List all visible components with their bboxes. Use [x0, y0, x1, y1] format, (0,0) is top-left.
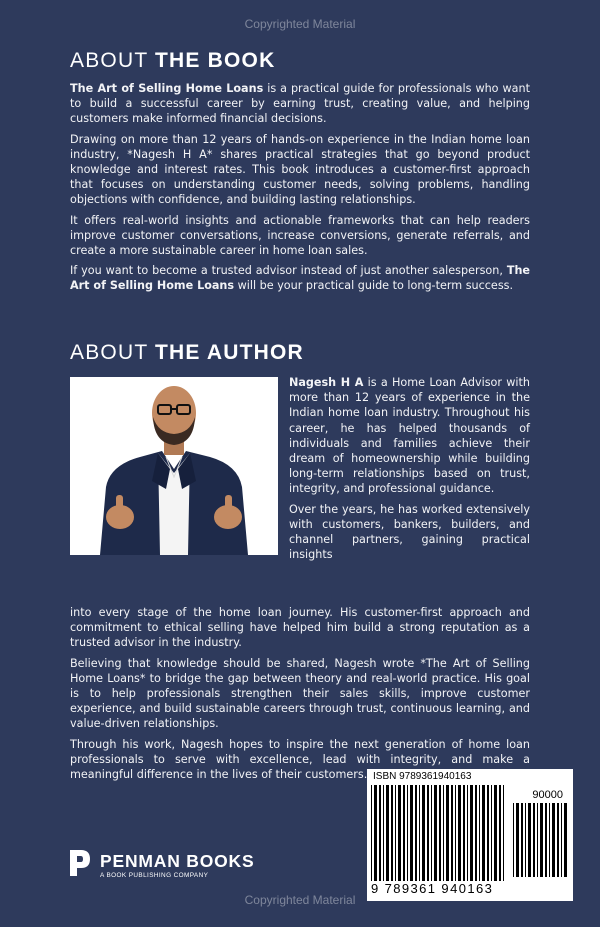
barcode-bar — [403, 785, 405, 881]
barcode-bar — [470, 785, 473, 881]
about-book-paragraph-2: Drawing on more than 12 years of hands-on experience in the Indian home loan industry, *Nagesh H A* shares practical strategies that go beyond product knowledge and interest rates. This book introduces a customer-first approach that focuses on understanding customer needs, solving problems, handling objections with confidence, and building lasting relationships. — [70, 132, 530, 207]
book-title-inline-2: The Art of Selling Home Loans — [70, 264, 530, 293]
barcode-bar — [398, 785, 401, 881]
about-author-heading — [70, 341, 304, 365]
about-author-text-top — [289, 375, 530, 567]
barcode-bar — [422, 785, 425, 881]
barcode-bar — [379, 785, 381, 881]
barcode-bar — [451, 785, 453, 881]
about-book-text — [70, 81, 530, 299]
watermark-bottom: Copyrighted Material — [244, 893, 356, 907]
barcode-bar — [552, 803, 555, 877]
barcode-bar — [407, 785, 408, 881]
barcode-bar — [521, 803, 523, 877]
barcode-bar — [540, 803, 543, 877]
about-author-text-bottom — [70, 605, 530, 787]
barcode-bar — [391, 785, 393, 881]
about-author-paragraph-1 — [289, 375, 530, 497]
about-book-heading-light: ABOUT — [70, 49, 148, 72]
price-code: 90000 — [532, 789, 563, 801]
about-author-paragraph-4: Through his work, Nagesh hopes to inspire the next generation of home loan professionals to serve with excellence, lead with integrity, and make a meaningful difference in the lives of their customers. — [70, 737, 530, 782]
about-book-heading-bold: THE BOOK — [155, 49, 276, 72]
about-book-p4-b: will be your practical guide to long-term success. — [234, 279, 514, 293]
barcode-bar — [431, 785, 432, 881]
barcode-bar — [383, 785, 384, 881]
barcode-bar — [482, 785, 485, 881]
barcode-bar — [513, 803, 514, 877]
barcode-bar — [458, 785, 461, 881]
barcode-bar — [516, 803, 519, 877]
barcode-bar — [374, 785, 377, 881]
barcode-bar — [525, 803, 526, 877]
barcode-bar — [371, 785, 372, 881]
barcode-bar — [446, 785, 449, 881]
watermark-top: Copyrighted Material — [244, 17, 356, 31]
barcode-bar — [479, 785, 480, 881]
isbn-digits: 9 789361 940163 — [371, 881, 494, 896]
about-author-paragraph-2-top: Over the years, he has worked extensively with customers, bankers, builders, and channel partners, gaining practical insights — [289, 502, 530, 562]
about-book-paragraph-3: It offers real-world insights and actionable frameworks that can help readers improve customer conversations, increase conversions, generate referrals, and create a more sustainable career in home loan sales. — [70, 213, 530, 258]
barcode-bar — [499, 785, 501, 881]
barcode-bar — [410, 785, 413, 881]
publisher-tagline: A BOOK PUBLISHING COMPANY — [100, 871, 209, 879]
barcode-bar — [533, 803, 535, 877]
isbn-barcode — [367, 769, 573, 901]
barcode-bar — [419, 785, 420, 881]
barcode-bar — [395, 785, 396, 881]
about-author-paragraph-2-bottom: into every stage of the home loan journey. His customer-first approach and commitment to ethical selling have helped him build a strong reputation as a trusted advisor in the industry. — [70, 606, 530, 650]
barcode-bar — [467, 785, 468, 881]
about-author-paragraph-3: Believing that knowledge should be shared, Nagesh wrote *The Art of Selling Home Loans* to bridge the gap between theory and real-world practice. His goal is to help professionals strengthen their sales skills, improve customer experience, and build sustainable careers through trust, continuous learning, and value-driven relationships. — [70, 656, 530, 731]
author-name-inline: Nagesh H A — [289, 376, 364, 389]
penman-p-logo-icon — [68, 848, 92, 882]
barcode-bar — [561, 803, 562, 877]
barcode-bar — [503, 785, 504, 881]
about-author-p1-rest: is a Home Loan Advisor with more than 12 years of experience in the Indian home loan industry. Throughout his career, he has helped thousands of individuals and families achieve their dream of homeownership while building long-term relationships based on trust, integrity, and professional guidance. — [289, 376, 530, 496]
barcode-bar — [427, 785, 429, 881]
barcode-bar — [463, 785, 465, 881]
barcode-bar — [494, 785, 497, 881]
barcode-bar — [528, 803, 531, 877]
book-title-inline: The Art of Selling Home Loans — [70, 82, 264, 95]
about-book-paragraph-1 — [70, 81, 530, 127]
barcode-bar — [537, 803, 538, 877]
about-author-heading-bold: THE AUTHOR — [155, 341, 304, 364]
barcode-bar — [439, 785, 441, 881]
about-book-heading — [70, 49, 275, 73]
barcode-bar — [415, 785, 417, 881]
about-book-p1-rest: is a practical guide for professionals who want to build a successful career by earning trust, creating value, and helping customers make informed financial decisions. — [70, 82, 530, 126]
barcode-bar — [545, 803, 547, 877]
barcode-bar — [386, 785, 389, 881]
publisher-name: PENMAN BOOKS — [100, 850, 255, 871]
barcode-bar — [491, 785, 492, 881]
barcode-bar — [564, 803, 567, 877]
barcode-bars — [371, 785, 507, 881]
about-author-heading-light: ABOUT — [70, 341, 148, 364]
barcode-bar — [434, 785, 437, 881]
barcode-bar — [455, 785, 456, 881]
addon-barcode-bars — [513, 803, 567, 877]
barcode-bar — [549, 803, 550, 877]
barcode-bar — [443, 785, 444, 881]
barcode-bar — [487, 785, 489, 881]
barcode-bar — [557, 803, 559, 877]
about-book-p4-a: If you want to become a trusted advisor instead of just another salesperson, — [70, 264, 507, 278]
barcode-bar — [475, 785, 477, 881]
publisher-logo — [68, 848, 254, 882]
author-photo — [70, 377, 278, 555]
about-book-paragraph-4 — [70, 263, 530, 293]
isbn-label: ISBN 9789361940163 — [373, 771, 472, 782]
